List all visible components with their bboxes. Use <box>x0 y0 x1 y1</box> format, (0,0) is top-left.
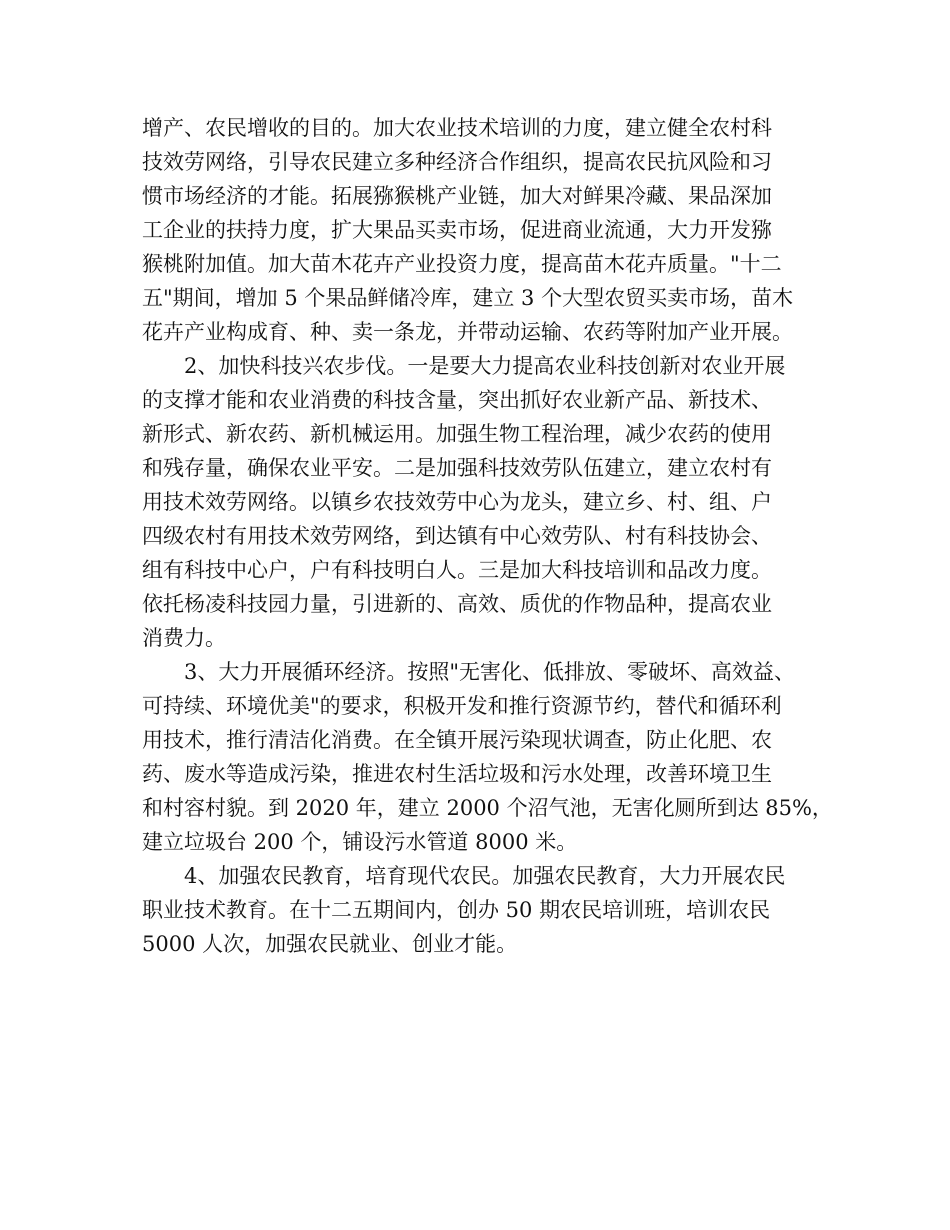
document-body <box>142 111 832 961</box>
text-line: 和村容村貌。到 2020 年，建立 2000 个沼气池，无害化厕所到达 85%， <box>142 796 833 820</box>
paragraph-2-first-line: 2、加快科技兴农步伐。一是要大力提高农业科技创新对农业开展 <box>184 354 786 378</box>
text-line: 四级农村有用技术效劳网络，到达镇有中心效劳队、村有科技协会、 <box>142 524 772 548</box>
text-line: 职业技术教育。在十二五期间内，创办 50 期农民培训班，培训农民 <box>142 898 771 922</box>
text-line: 新形式、新农药、新机械运用。加强生物工程治理，减少农药的使用 <box>142 422 772 446</box>
text-line: 药、废水等造成污染，推进农村生活垃圾和污水处理，改善环境卫生 <box>142 762 772 786</box>
text-line: 和残存量，确保农业平安。二是加强科技效劳队伍建立，建立农村有 <box>142 456 772 480</box>
text-line: 依托杨凌科技园力量，引进新的、高效、质优的作物品种，提高农业 <box>142 592 772 616</box>
paragraph-3-first-line: 3、大力开展循环经济。按照"无害化、低排放、零破坏、高效益、 <box>184 660 796 684</box>
text-line: 建立垃圾台 200 个，铺设污水管道 8000 米。 <box>142 830 578 854</box>
text-line: 技效劳网络，引导农民建立多种经济合作组织，提高农民抗风险和习 <box>142 150 772 174</box>
text-line: 用技术，推行清洁化消费。在全镇开展污染现状调查，防止化肥、农 <box>142 728 772 752</box>
text-line: 工企业的扶持力度，扩大果品买卖市场，促进商业流通，大力开发猕 <box>142 218 772 242</box>
text-line: 增产、农民增收的目的。加大农业技术培训的力度，建立健全农村科 <box>142 116 772 140</box>
text-line: 可持续、环境优美"的要求，积极开发和推行资源节约，替代和循环利 <box>142 694 782 718</box>
text-line: 的支撑才能和农业消费的科技含量，突出抓好农业新产品、新技术、 <box>142 388 772 412</box>
paragraph-4-first-line: 4、加强农民教育，培育现代农民。加强农民教育，大力开展农民 <box>184 864 786 888</box>
text-line: 惯市场经济的才能。拓展猕猴桃产业链，加大对鲜果冷藏、果品深加 <box>142 184 772 208</box>
text-line: 用技术效劳网络。以镇乡农技效劳中心为龙头，建立乡、村、组、户 <box>142 490 772 514</box>
text-line: 花卉产业构成育、种、卖一条龙，并带动运输、农药等附加产业开展。 <box>142 320 793 344</box>
text-line: 五"期间，增加 5 个果品鲜储冷库，建立 3 个大型农贸买卖市场，苗木 <box>142 286 794 310</box>
text-line: 5000 人次，加强农民就业、创业才能。 <box>142 932 518 956</box>
text-line: 猴桃附加值。加大苗木花卉产业投资力度，提高苗木花卉质量。"十二 <box>142 252 782 276</box>
text-line: 消费力。 <box>142 626 226 650</box>
text-line: 组有科技中心户，户有科技明白人。三是加大科技培训和品改力度。 <box>142 558 772 582</box>
